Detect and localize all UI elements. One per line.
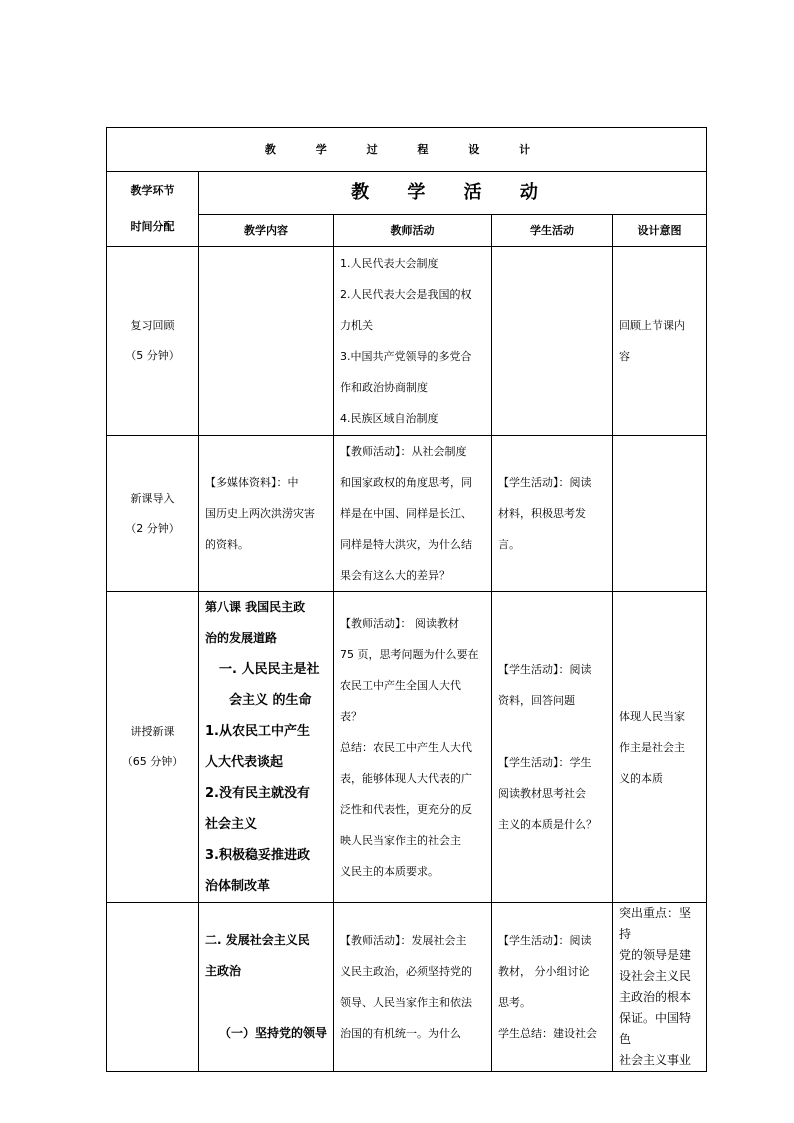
teacher-line: 果会有这么大的差异？ [340,569,450,582]
lesson-title-line: 治的发展道路 [205,631,278,645]
teacher-line: 和国家政权的角度思考，同 [340,476,472,489]
teacher-line: 2.人民代表大会是我国的权 [340,288,472,301]
teacher-line: 75 页，思考问题为什么要在 [340,647,479,661]
subsection-heading-line: （一）坚持党的领导 [219,1026,328,1040]
teacher-line: 表，能够体现人大代表的广 [340,771,472,785]
student-cell [492,436,613,592]
point-line: 2.没有民主就没有 [205,786,310,801]
stage-name: 讲授新课 [130,725,175,738]
stage-time: （65 分钟） [121,755,184,768]
teacher-line: 泛性和代表性，更充分的反 [340,802,472,816]
teacher-line: 【教师活动】：从社会制度 [340,445,467,458]
student-cell [492,592,613,903]
teacher-cell [334,247,492,436]
table-title: 教 学 过 程 设 计 [107,128,707,172]
stage-time: （5 分钟） [125,349,180,362]
point-line: 治体制改革 [205,879,271,894]
spacer [498,716,607,747]
spacer [205,987,328,1018]
student-cell [492,903,613,1072]
student-line: 【学生活动】：学生 [498,756,592,769]
stage-header-line-2: 时间分配 [130,220,175,233]
student-line: 主义的本质是什么？ [498,818,597,831]
intent-line: 主政治的根本 [619,990,692,1004]
section-heading-line: 一. 人民民主是社 [219,662,320,677]
student-cell [492,247,613,436]
teacher-line: 义民主的本质要求。 [340,864,439,878]
teacher-line: 农民工中产生全国人大代 [340,678,461,692]
intent-cell [613,436,707,592]
intent-line: 体现人民当家 [619,709,685,723]
student-line: 【学生活动】：阅读 [498,476,592,489]
intent-line: 保证。中国特色 [619,1011,692,1046]
activity-header-row [107,172,707,215]
stage-cell [107,903,199,1072]
stage-header-line-1: 教学环节 [130,184,175,197]
table-row [107,436,707,592]
intent-line: 突出重点：坚持 [619,906,692,941]
intent-cell [613,592,707,903]
teacher-line: 总结：农民工中产生人大代 [340,740,472,754]
student-line: 思考。 [498,996,531,1009]
stage-time: （2 分钟） [125,521,180,535]
student-line: 学生总结：建设社会 [498,1027,597,1040]
section-heading-line: 二. 发展社会主义民 [205,933,310,947]
activity-header: 教 学 活 动 [199,172,707,215]
intent-line: 义的本质 [619,771,663,785]
intent-line: 作主是社会主 [619,740,685,754]
intent-cell [613,247,707,436]
intent-cell [613,903,707,1072]
student-line: 材料，积极思考发言。 [498,507,586,551]
teacher-line: 领导、人民当家作主和依法 [340,996,472,1009]
content-line: 国历史上两次洪涝灾害 [205,507,315,520]
point-line: 3.积极稳妥推进政 [205,848,310,863]
teacher-cell [334,592,492,903]
teacher-line: 【教师活动】：发展社会主 [340,934,467,947]
stage-name: 新课导入 [130,491,175,505]
point-line: 人大代表谈起 [205,755,284,770]
content-line: 【多媒体资料】：中 [205,476,299,489]
stage-name: 复习回顾 [130,319,175,332]
student-line: 【学生活动】：阅读 [498,663,592,676]
lesson-process-table [106,127,707,1072]
stage-cell [107,592,199,903]
teacher-line: 映人民当家作主的社会主 [340,833,461,847]
content-line: 的资料。 [205,538,249,551]
column-header-teacher: 教师活动 [334,215,492,247]
point-line: 1.从农民工中产生 [205,724,310,739]
intent-line: 回顾上节课内 [619,319,685,332]
teacher-line: 作和政治协商制度 [340,381,428,394]
column-header-student: 学生活动 [492,215,613,247]
teacher-line: 4.民族区域自治制度 [340,412,439,425]
column-header-intent: 设计意图 [613,215,707,247]
stage-cell [107,436,199,592]
stage-header-cell [107,172,199,247]
table-row [107,903,707,1072]
teacher-line: 治国的有机统一。为什么 [340,1027,461,1040]
student-line: 教材， 分小组讨论 [498,965,590,978]
point-line: 社会主义 [205,817,258,832]
content-cell [199,903,334,1072]
stage-cell [107,247,199,436]
content-cell [199,592,334,903]
teacher-line: 义民主政治，必须坚持党的 [340,965,472,978]
title-row [107,128,707,172]
intent-line: 党的领导是建 [619,948,692,962]
section-heading-line: 主政治 [205,964,242,978]
teacher-line: 样是在中国、同样是长江、 [340,507,472,520]
teacher-line: 【教师活动】： 阅读教材 [340,616,459,630]
teacher-line: 1.人民代表大会制度 [340,257,439,270]
intent-line: 设社会主义民 [619,969,692,983]
student-line: 【学生活动】：阅读 [498,934,592,947]
teacher-cell [334,903,492,1072]
teacher-line: 同样是特大洪灾，为什么结 [340,538,472,551]
intent-line: 容 [619,350,630,363]
teacher-line: 力机关 [340,319,373,332]
section-heading-line: 会主义 的生命 [229,693,312,708]
teacher-cell [334,436,492,592]
teacher-line: 表？ [340,709,362,723]
table-row [107,247,707,436]
column-header-content: 教学内容 [199,215,334,247]
teacher-line: 3.中国共产党领导的多党合 [340,350,472,363]
content-cell [199,436,334,592]
table-row [107,592,707,903]
student-line: 阅读教材思考社会 [498,787,586,800]
intent-line: 社会主义事业 [619,1053,692,1067]
content-cell [199,247,334,436]
lesson-title-line: 第八课 我国民主政 [205,600,306,614]
student-line: 资料，回答问题 [498,694,575,707]
